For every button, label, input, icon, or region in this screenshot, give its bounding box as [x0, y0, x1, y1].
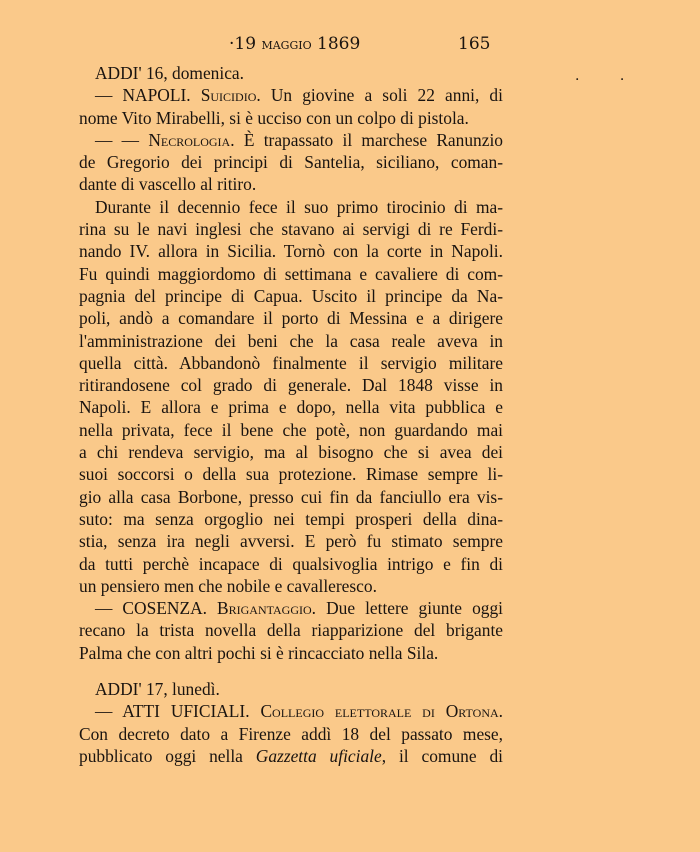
page-number: 165	[458, 34, 491, 54]
napoli-topic: Suicidio.	[200, 85, 261, 106]
entry-heading-16: ADDI' 16, domenica.	[95, 63, 244, 83]
stray-marks: · ·	[575, 72, 643, 88]
header-date: ·19 maggio 1869	[229, 34, 361, 54]
paragraph-line: Napoli. E allora e prima e dopo, nella vita pubblica e	[79, 397, 503, 418]
paragraph-line: ritirandosene col grado di generale. Dal 1848 visse in	[79, 375, 503, 396]
entry-heading-17: ADDI' 17, lunedì.	[95, 679, 220, 700]
paragraph-line: l'amministrazione dei beni che la casa reale aveva in	[79, 330, 503, 351]
cosenza-line-2: recano la trista novella della riapparizione del brigante	[79, 620, 503, 641]
gazzetta-title: Gazzetta uficiale	[255, 745, 382, 766]
paragraph-line: suto: ma senza orgoglio nei tempi prosperi della dina-	[79, 508, 503, 529]
paragraph-line: stia, senza ira negli avversi. E però fu stimato sempre	[79, 531, 503, 552]
paragraph-line: a chi rendeva servigio, ma al bisogno che si avea dei	[79, 442, 503, 463]
necrologia-line-2: de Gregorio dei principi di Santelia, siciliano, coman-	[79, 152, 503, 173]
paragraph-line: Fu quindi maggiordomo di settimana e cavaliere di com-	[79, 263, 503, 284]
cosenza-line-1: — COSENZA. Brigantaggio. Due lettere giunte oggi	[95, 598, 503, 619]
necrologia-topic: Necrologia.	[148, 129, 235, 150]
atti-line-3: pubblicato oggi nella Gazzetta uficiale, il comune di	[79, 745, 503, 766]
napoli-line-2: nome Vito Mirabelli, si è ucciso con un colpo di pistola.	[79, 107, 469, 128]
paragraph-line: quella città. Abbandonò finalmente il servigio militare	[79, 352, 503, 373]
necrologia-line-1: — — Necrologia. È trapassato il marchese Ranunzio	[95, 129, 503, 150]
header-month: maggio	[261, 34, 312, 53]
body-text	[79, 62, 503, 767]
section-gap	[79, 664, 503, 678]
atti-topic: Collegio elettorale di Ortona.	[260, 701, 503, 722]
paragraph-line: poli, andò a comandare il porto di Messina e a dirigere	[79, 308, 503, 329]
cosenza-line-3: Palma che con altri pochi si è rincacciato nella Sila.	[79, 642, 439, 663]
cosenza-topic: Brigantaggio.	[217, 598, 317, 619]
paragraph-line: suoi soccorsi o della sua protezione. Rimase sempre li-	[79, 464, 503, 485]
paragraph-line: gio alla casa Borbone, presso cui fin da fanciullo era vis-	[79, 486, 503, 507]
paragraph-line: Durante il decennio fece il suo primo tirocinio di ma-	[95, 196, 503, 217]
napoli-line-1: — NAPOLI. Suicidio. Un giovine a soli 22 anni, di	[95, 85, 503, 106]
running-header	[0, 34, 700, 58]
paragraph-line: rina su le navi inglesi che stavano ai servigi di re Ferdi-	[79, 219, 503, 240]
atti-line-2: Con decreto dato a Firenze addì 18 del passato mese,	[79, 723, 503, 744]
paragraph-line: da tutti perchè incapace di qualsivoglia intrigo e fin di	[79, 553, 503, 574]
paragraph-line: pagnia del principe di Capua. Uscito il principe da Na-	[79, 285, 503, 306]
paragraph-line: nando IV. allora in Sicilia. Tornò con la corte in Napoli.	[79, 241, 503, 262]
paragraph-line: un pensiero men che nobile e cavalleresco.	[79, 575, 377, 596]
paragraph-line: nella privata, fece il bene che potè, non guardando mai	[79, 419, 503, 440]
necrologia-line-3: dante di vascello al ritiro.	[79, 174, 257, 195]
atti-line-1: — ATTI UFICIALI. Collegio elettorale di Ortona.	[95, 701, 503, 722]
